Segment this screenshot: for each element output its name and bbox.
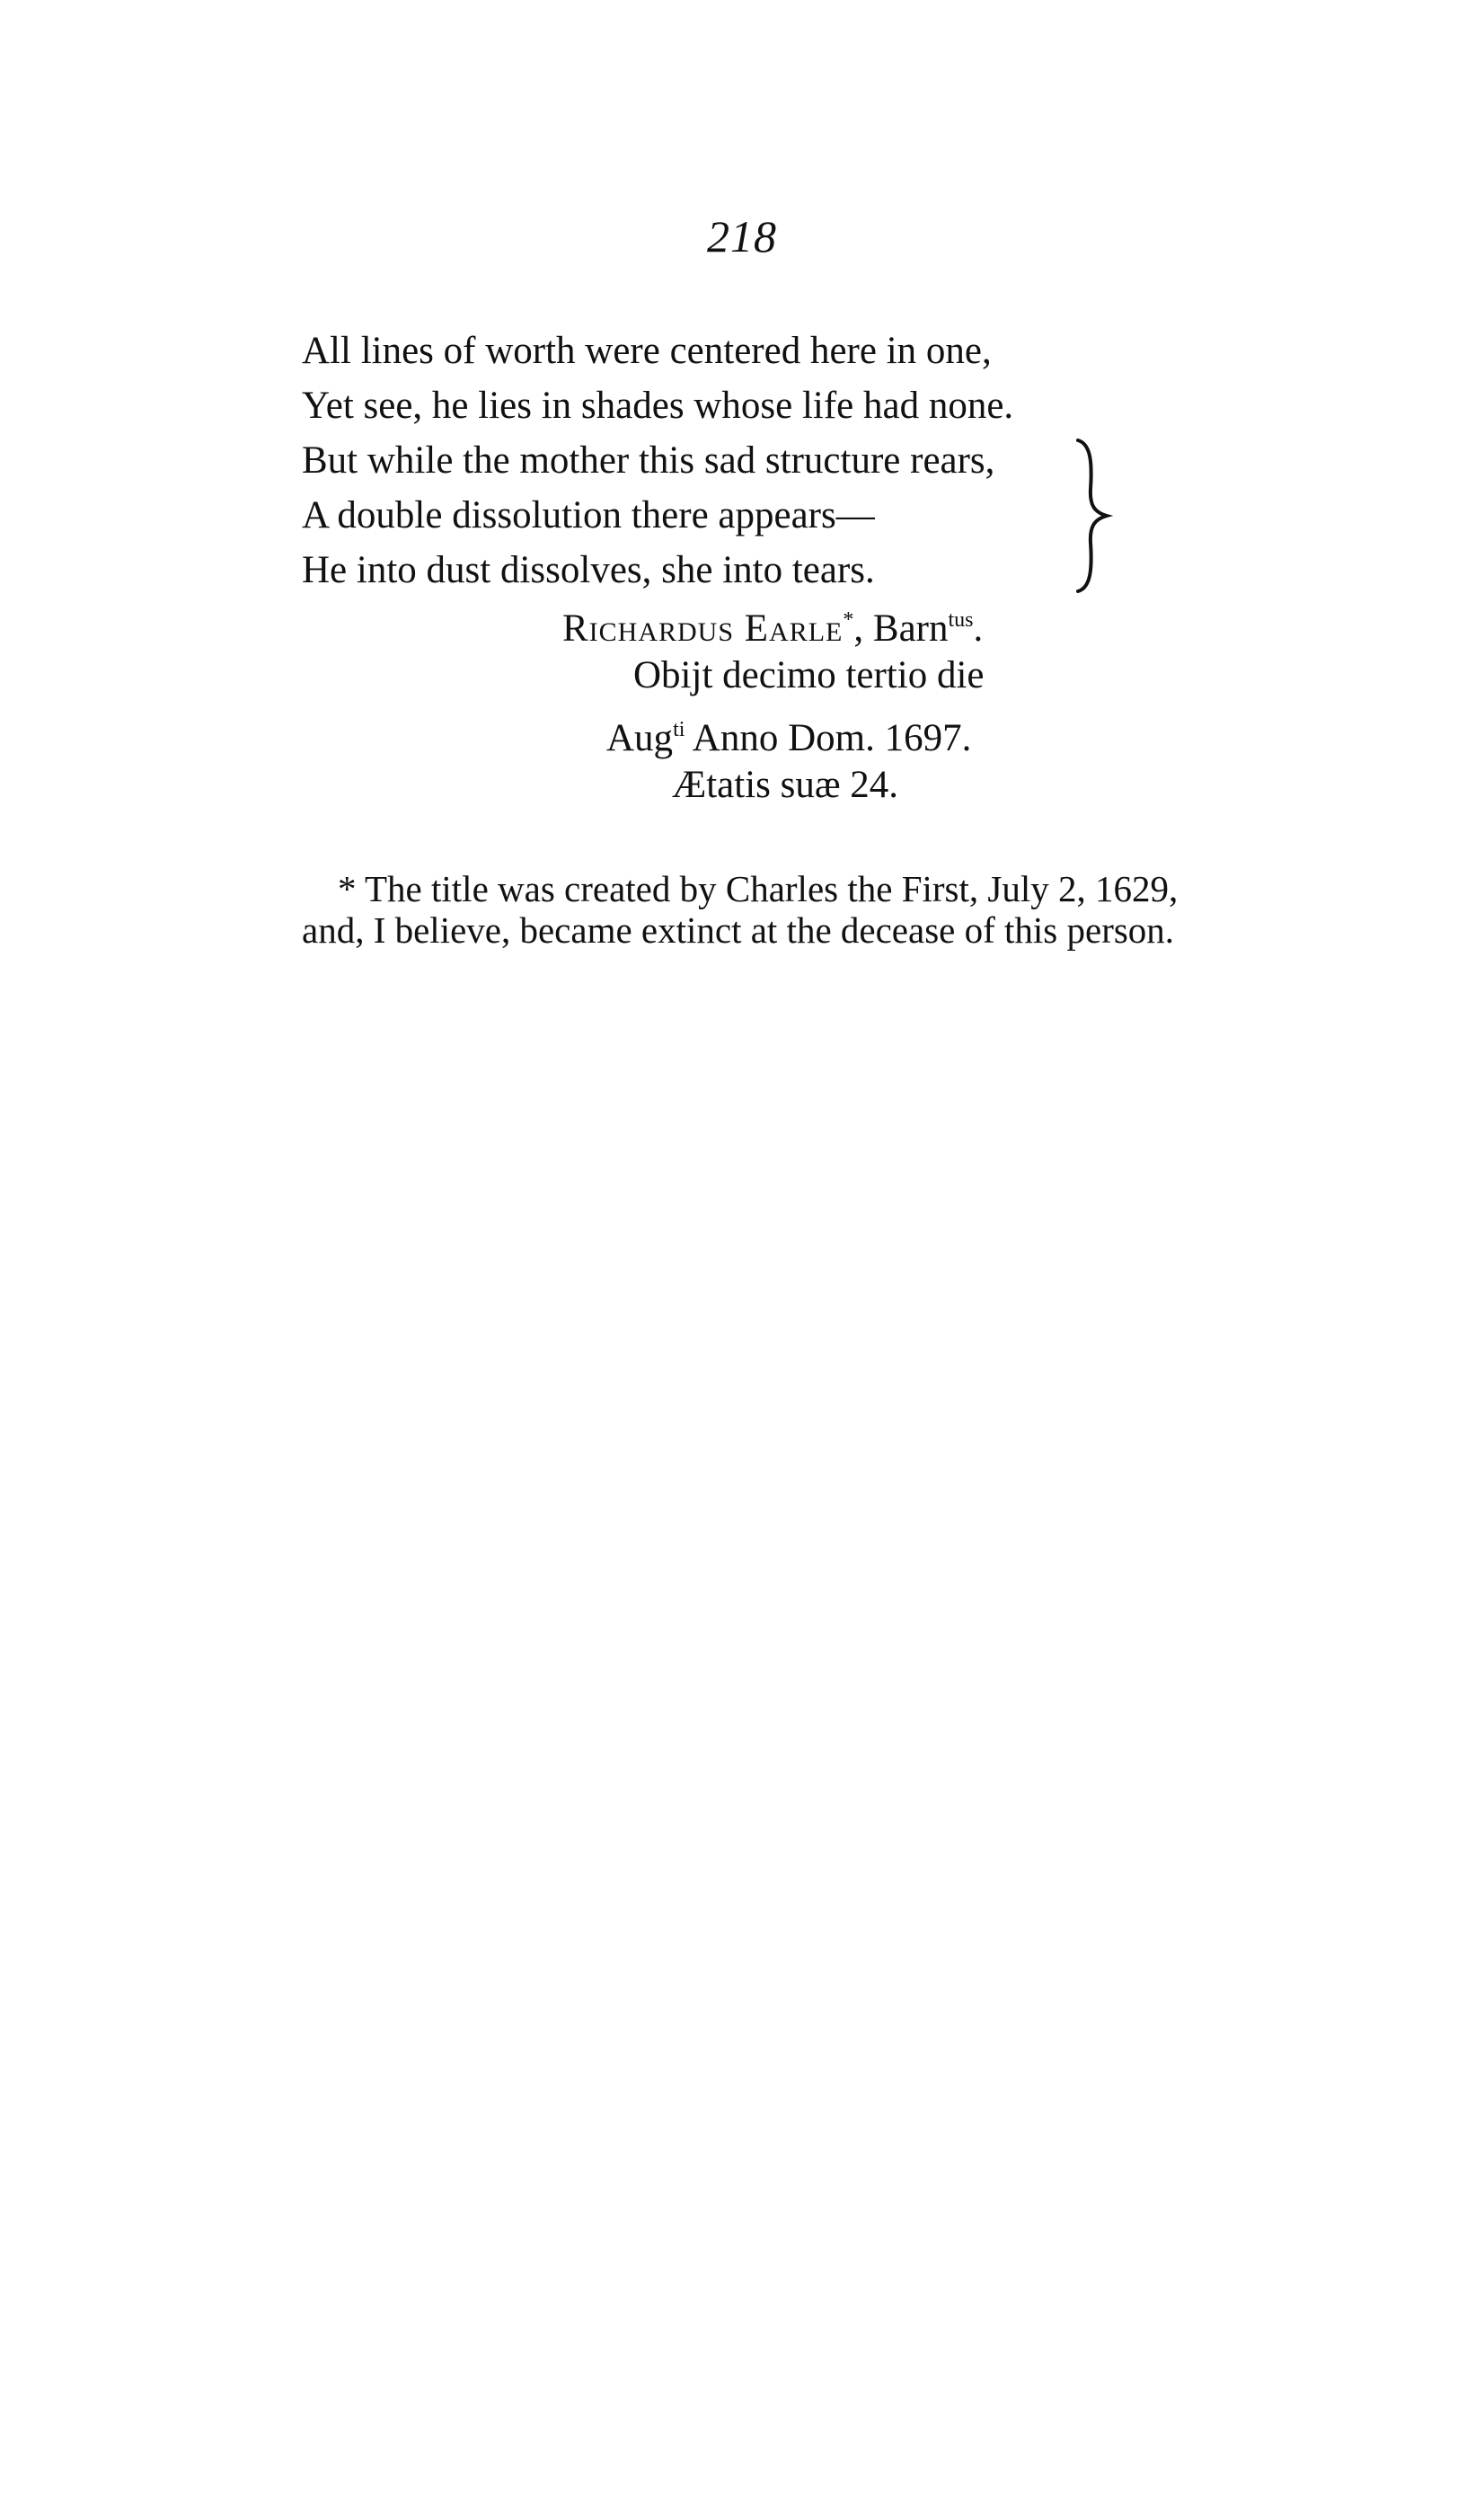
- verse-line-4: A double dissolution there appears—: [302, 494, 875, 536]
- obiit-line: Obijt decimo tertio die: [633, 654, 985, 696]
- verse-line-5: He into dust dissolves, she into tears.: [302, 549, 875, 591]
- title-suffix: .: [973, 607, 984, 650]
- date-prefix: Aug: [606, 717, 674, 759]
- date-superscript: ti: [673, 718, 685, 741]
- footnote-marker: *: [843, 608, 854, 632]
- verse-line-3: But while the mother this sad structure rears,: [302, 439, 995, 482]
- footnote-line-2: and, I believe, became extinct at the decease of this person.: [302, 909, 1175, 951]
- footnote-line-1: * The title was created by Charles the First, July 2, 1629,: [338, 868, 1179, 909]
- title-superscript: tus: [948, 608, 974, 632]
- epitaph-verse: [302, 323, 1013, 598]
- page-number: 218: [707, 211, 777, 261]
- date-suffix: Anno Dom. 1697.: [685, 717, 972, 759]
- age-line: Ætatis suæ 24.: [672, 764, 899, 806]
- title-prefix: , Barn: [853, 607, 949, 650]
- verse-line-2: Yet see, he lies in shades whose life had none.: [302, 385, 1014, 427]
- signatory-name: Richardus Earle: [562, 607, 844, 650]
- verse-line-1: All lines of worth were centered here in one,: [302, 330, 992, 372]
- footnote: [302, 868, 1362, 951]
- signatory-line: [562, 593, 983, 656]
- triplet-brace: [1071, 435, 1125, 597]
- date-line: [606, 703, 971, 766]
